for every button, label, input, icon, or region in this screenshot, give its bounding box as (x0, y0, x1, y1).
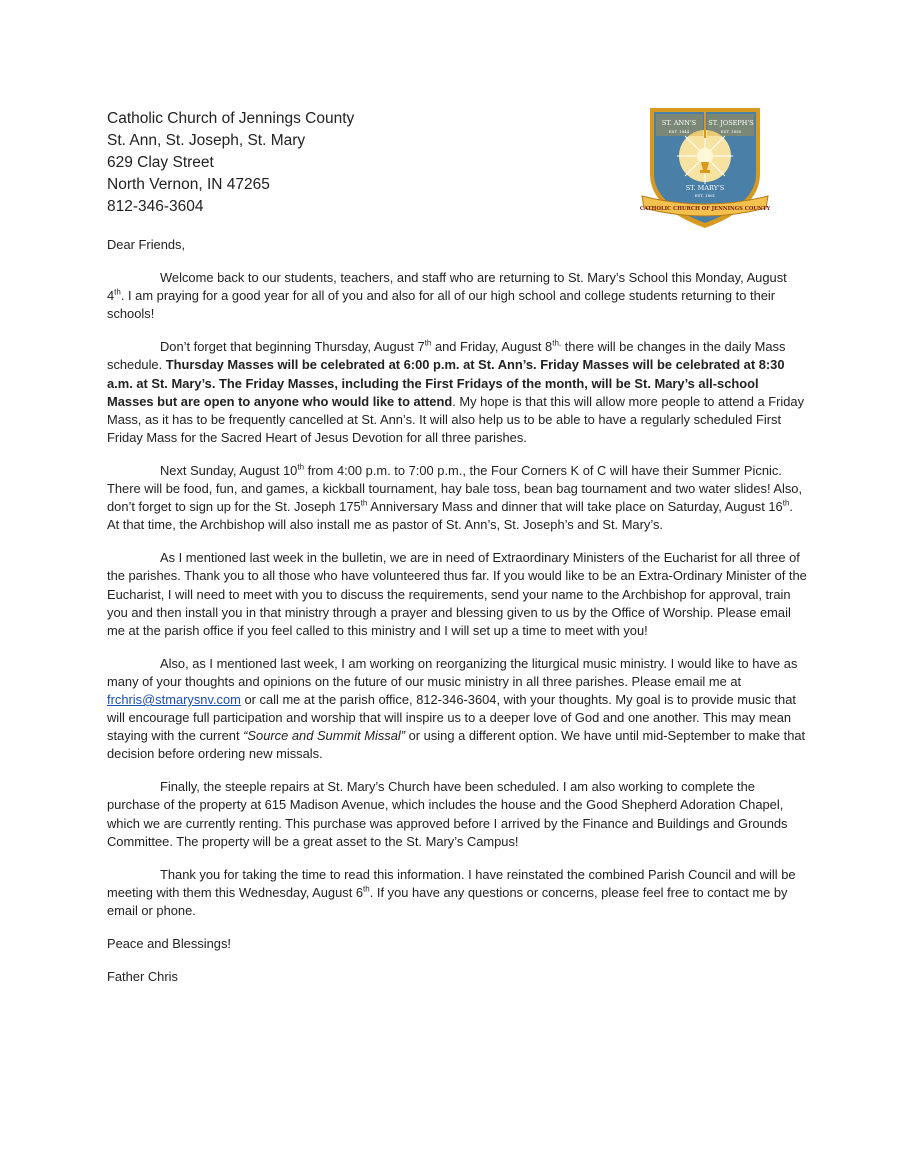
signature: Father Chris (107, 969, 178, 985)
banner-text: CATHOLIC CHURCH OF JENNINGS COUNTY (640, 206, 770, 212)
st-anns-label: ST. ANN'S (661, 119, 697, 127)
paragraph-picnic: Next Sunday, August 10th from 4:00 p.m. to 7:00 p.m., the Four Corners K of C will have their Summer Picnic. There will be food, fun, and games, a kickball tournament, hay bale toss, bean bag tournament and two water slides! Also, don’t forget to sign up for the St. Joseph 175th Anniversary Mass and dinner that will take place on Saturday, August 16th. At that time, the Archbishop will also install me as pastor of St. Ann’s, St. Joseph’s and St. Mary’s. (107, 462, 803, 533)
paragraph-music-ministry: Also, as I mentioned last week, I am working on reorganizing the liturgical music ministry. I would like to have as many of your thoughts and opinions on the future of our music ministry in all three parishes. Please email me at frchris@stmarysnv.com or call me at the parish office, 812-346-3604, with your thoughts. My goal is to provide music that will encourage full participation and worship that will inspire us to a deeper love of God and one another. This may mean staying with the current “Source and Summit Missal” or using a different option. We have until mid-September to make that decision before ordering new missals. (107, 655, 806, 762)
st-marys-label: ST. MARY'S (685, 184, 725, 192)
city-state-zip: North Vernon, IN 47265 (107, 176, 270, 193)
email-link[interactable]: frchris@stmarysnv.com (107, 691, 241, 707)
salutation: Dear Friends, (107, 237, 186, 252)
st-josephs-label: ST. JOSEPH'S (708, 119, 754, 127)
church-name: Catholic Church of Jennings County (107, 110, 355, 127)
parish-names: St. Ann, St. Joseph, St. Mary (107, 132, 306, 149)
st-josephs-est: EST. 1850 (720, 129, 742, 134)
paragraph-welcome: Welcome back to our students, teachers, and staff who are returning to St. Mary’s School this Monday, August 4th. I am praying for a good year for all of you and also for all of our high school and college students returning to their schools! (107, 270, 787, 322)
letterhead-address (107, 108, 354, 218)
paragraph-parish-council: Thank you for taking the time to read this information. I have reinstated the combined Parish Council and will be meeting with them this Wednesday, August 6th. If you have any questions or concerns, please feel free to contact me by email or phone. (107, 866, 796, 918)
closing: Peace and Blessings! (107, 936, 231, 951)
st-anns-est: EST. 1844 (668, 129, 690, 134)
paragraph-ministers: As I mentioned last week in the bulletin, we are in need of Extraordinary Ministers of the Eucharist for all three of the parishes. Thank you to all those who have volunteered thus far. If you would like to be an Extra-Ordinary Minister of the Eucharist, I will need to meet with you to discuss the requirements, send your name to the Archbishop for approval, train you and then install you in that ministry through a prayer and blessing given to us by the Office of Worship. Please email me at the parish office if you feel called to this ministry and I will set up a time to meet with you! (107, 550, 807, 638)
church-crest-logo (640, 104, 770, 232)
paragraph-steeple: Finally, the steeple repairs at St. Mary’s Church have been scheduled. I am also working to complete the purchase of the property at 615 Madison Avenue, which includes the house and the Good Shepherd Adoration Chapel, which we are currently renting. This purchase was approved before I arrived by the Finance and Buildings and Grounds Committee. The property will be a great asset to the St. Mary’s Campus! (107, 779, 788, 849)
letter-body (107, 236, 807, 1001)
street-address: 629 Clay Street (107, 154, 214, 171)
paragraph-mass-schedule: Don’t forget that beginning Thursday, August 7th and Friday, August $8^{th,}$ there will be changes in the daily Mass schedule. Thursday Masses will be celebrated at 6:00 p.m. at St. Ann’s. Friday Masses will be celebrated at 8:30 a.m. at St. Mary’s. The Friday Masses, including the First Fridays of the month, will be St. Mary’s all-school Masses but are open to anyone who would like to attend. My hope is that this will allow more people to attend a Friday Mass, as it has to be frequently cancelled at St. Ann’s. It will also help us to be able to have a regularly scheduled First Friday Mass for the Sacred Heart of Jesus Devotion for all three parishes. (107, 339, 805, 445)
phone-number: 812-346-3604 (107, 198, 204, 215)
st-marys-est: EST. 1861 (694, 193, 716, 198)
